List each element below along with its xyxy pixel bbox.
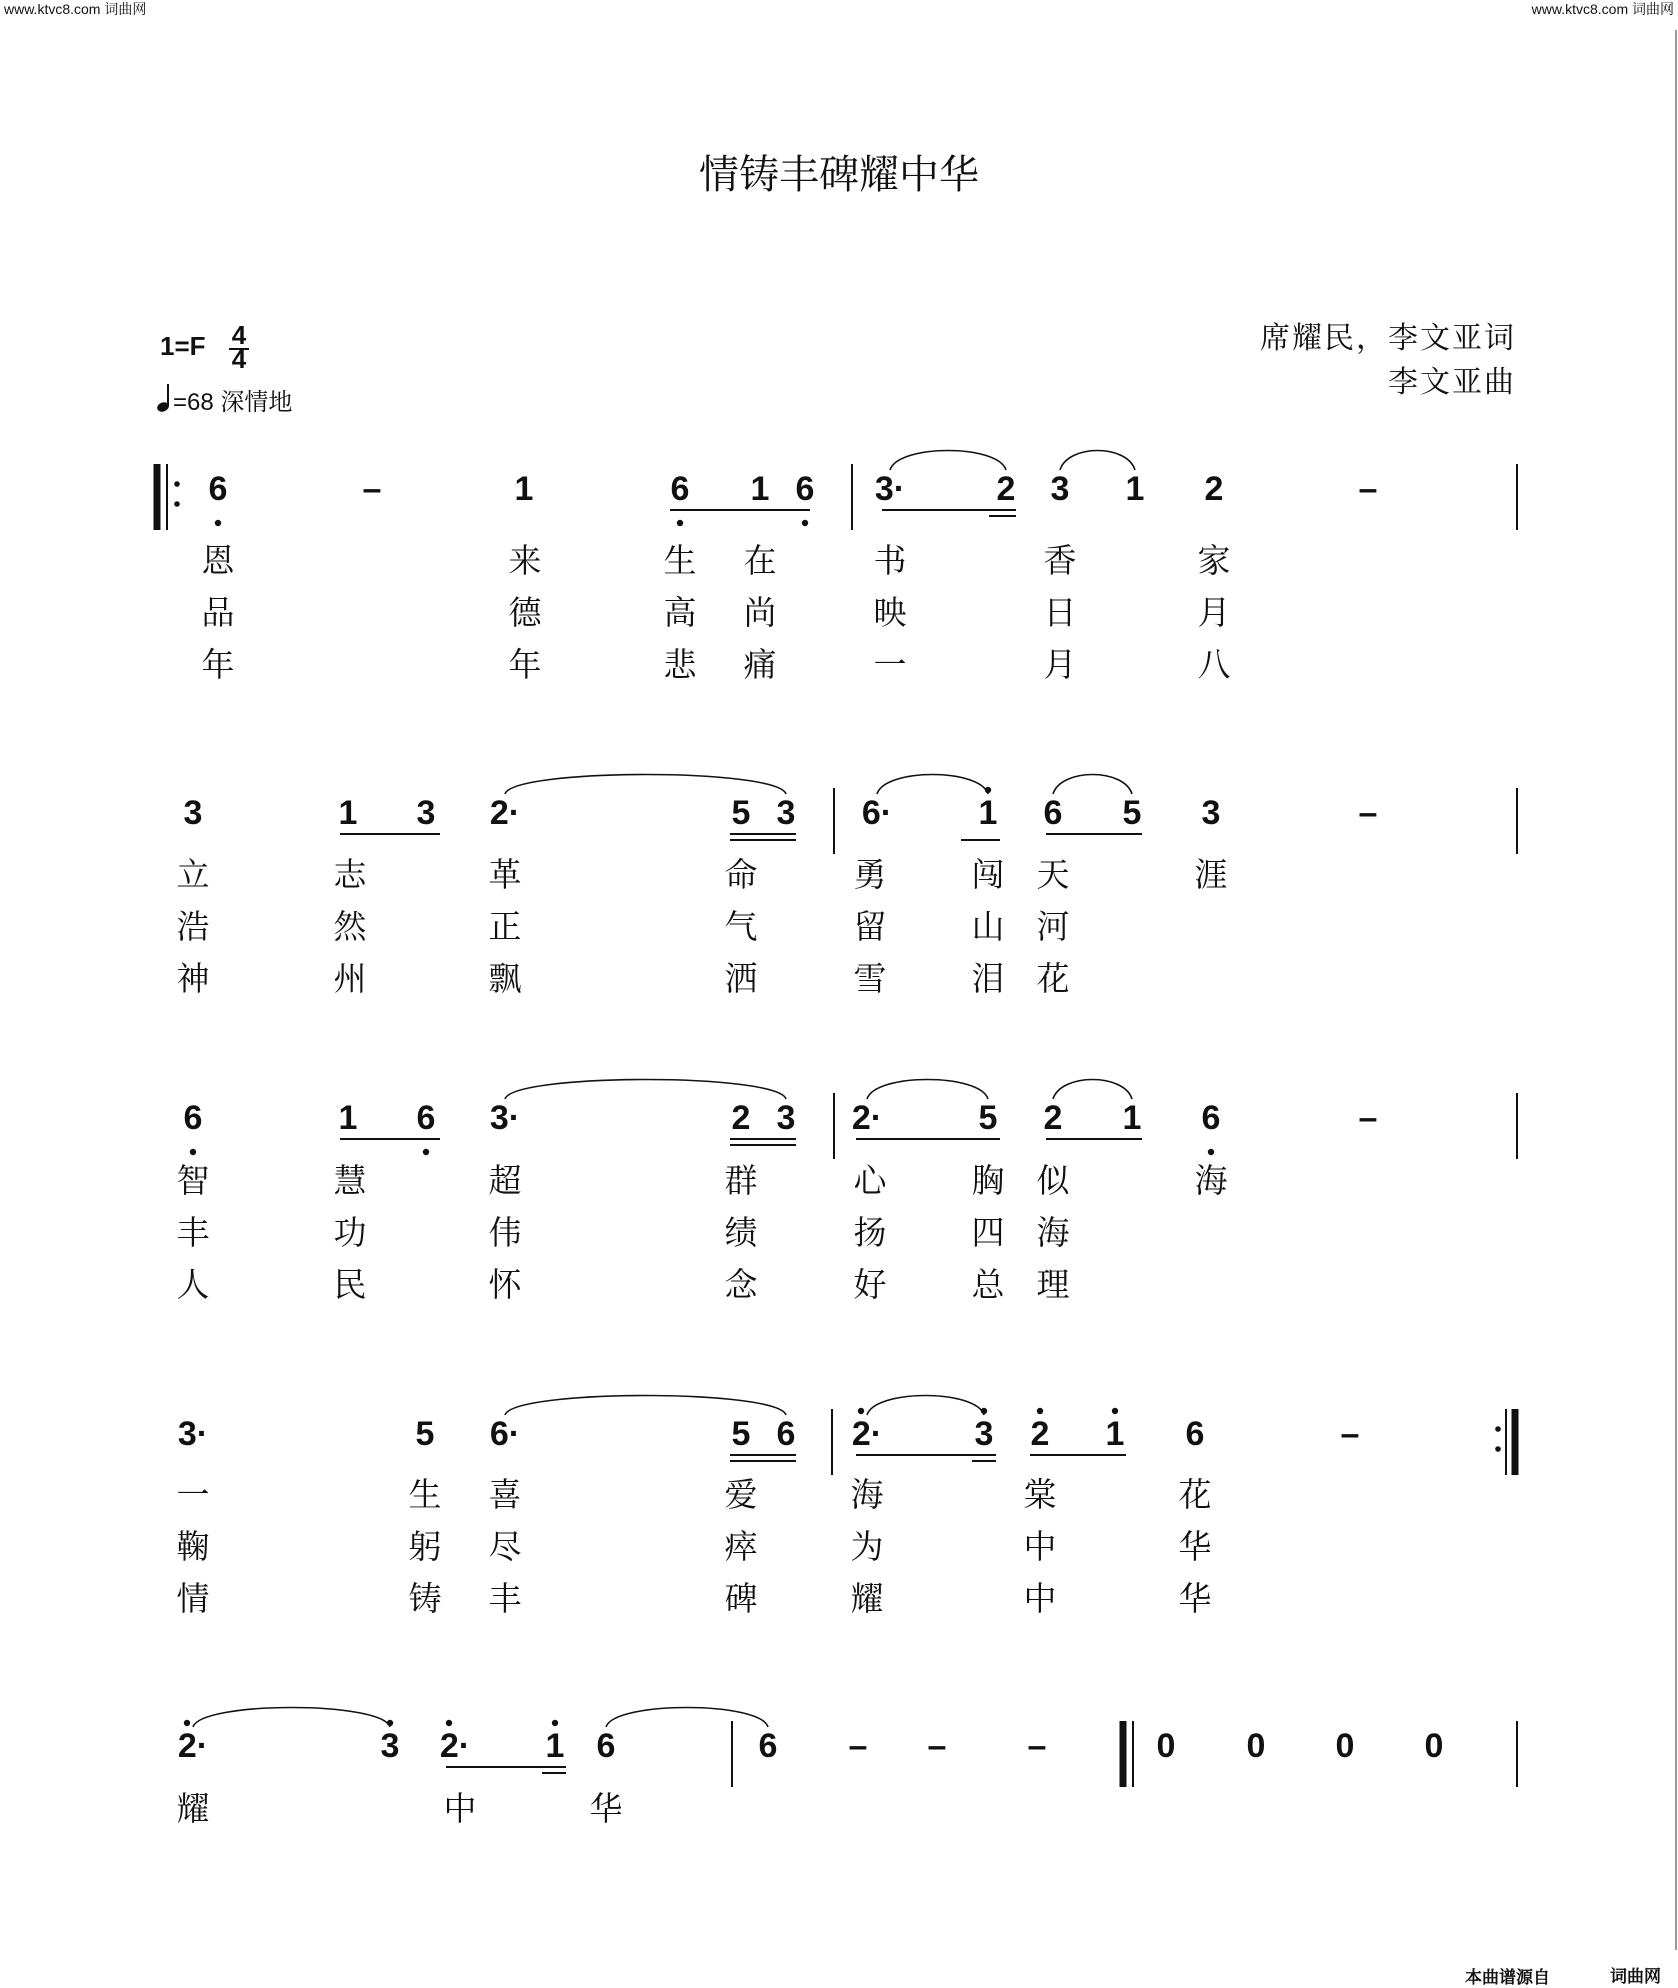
note: 2· bbox=[851, 1415, 883, 1453]
lyric-syllable: 智 bbox=[176, 1162, 210, 1199]
lyric-syllable: 躬 bbox=[408, 1528, 442, 1565]
note: 5 bbox=[978, 1099, 998, 1137]
lyric-syllable: 书 bbox=[873, 542, 907, 579]
lyric-syllable: 海 bbox=[850, 1476, 884, 1513]
lyric-syllable: 正 bbox=[488, 908, 522, 945]
repeat-dot bbox=[1495, 1426, 1501, 1432]
lyric-syllable: 念 bbox=[724, 1266, 758, 1303]
lyric-syllable: 家 bbox=[1197, 542, 1231, 579]
note: 1 bbox=[514, 470, 534, 508]
note: 0 bbox=[1424, 1727, 1444, 1765]
note: 1 bbox=[978, 794, 998, 832]
lyric-syllable: 理 bbox=[1036, 1266, 1070, 1303]
lyric-syllable: 四 bbox=[971, 1214, 1005, 1251]
note: – bbox=[1340, 1415, 1360, 1453]
lyric-syllable: 生 bbox=[408, 1476, 442, 1513]
note: 1 bbox=[750, 470, 770, 508]
key-signature: 1=F bbox=[160, 331, 206, 361]
lyric-syllable: 在 bbox=[743, 542, 777, 579]
lyricist-credit: 席耀民，李文亚词 bbox=[1260, 322, 1516, 355]
note: 0 bbox=[1156, 1727, 1176, 1765]
repeat-dot bbox=[1495, 1446, 1501, 1452]
lyric-syllable: 丰 bbox=[176, 1214, 210, 1251]
octave-dot-above bbox=[446, 1720, 452, 1726]
lyric-syllable: 八 bbox=[1197, 646, 1231, 683]
note: 1 bbox=[1125, 470, 1145, 508]
octave-dot-below bbox=[190, 1149, 196, 1155]
note: 3 bbox=[776, 794, 796, 832]
lyric-syllable: 慧 bbox=[333, 1162, 367, 1199]
octave-dot-below bbox=[215, 520, 221, 526]
slur bbox=[867, 1080, 988, 1100]
repeat-dot bbox=[174, 481, 180, 487]
score-row-4 bbox=[177, 1396, 1516, 1618]
lyric-syllable: 月 bbox=[1197, 594, 1231, 631]
octave-dot-above bbox=[552, 1720, 558, 1726]
lyric-syllable: 一 bbox=[176, 1476, 210, 1513]
octave-dot-above bbox=[858, 1408, 864, 1414]
lyric-syllable: 高 bbox=[663, 594, 697, 631]
score-row-3 bbox=[177, 1080, 1518, 1304]
lyric-syllable: 恩 bbox=[201, 542, 235, 579]
note: 2 bbox=[1030, 1415, 1050, 1453]
octave-dot-below bbox=[677, 520, 683, 526]
note: 1 bbox=[338, 794, 358, 832]
note: 5 bbox=[415, 1415, 435, 1453]
lyric-syllable: 立 bbox=[176, 856, 210, 893]
note: 1 bbox=[545, 1727, 565, 1765]
lyric-syllable: 华 bbox=[1178, 1580, 1212, 1617]
slur bbox=[1053, 1080, 1132, 1100]
lyric-syllable: 花 bbox=[1178, 1476, 1212, 1513]
lyric-syllable: 铸 bbox=[408, 1580, 442, 1617]
octave-dot-below bbox=[802, 520, 808, 526]
lyric-syllable: 中 bbox=[1023, 1528, 1057, 1565]
note: 6 bbox=[1201, 1099, 1221, 1137]
note: 6· bbox=[489, 1415, 521, 1453]
note: 6 bbox=[1043, 794, 1063, 832]
note: 6 bbox=[596, 1727, 616, 1765]
song-title: 情铸丰碑耀中华 bbox=[699, 153, 979, 197]
lyric-syllable: 河 bbox=[1036, 908, 1070, 945]
note: 5 bbox=[1122, 794, 1142, 832]
note: 5 bbox=[731, 1415, 751, 1453]
lyric-syllable: 心 bbox=[853, 1162, 887, 1199]
lyric-syllable: 一 bbox=[873, 646, 907, 683]
lyric-syllable: 丰 bbox=[488, 1580, 522, 1617]
lyric-syllable: 年 bbox=[508, 646, 542, 683]
lyric-syllable: 爱 bbox=[724, 1476, 758, 1513]
lyric-syllable: 闯 bbox=[971, 856, 1005, 893]
note: 3 bbox=[776, 1099, 796, 1137]
lyric-syllable: 鞠 bbox=[176, 1528, 210, 1565]
lyric-syllable: 怀 bbox=[488, 1266, 522, 1303]
header-right: www.ktvc8.com 词曲网 bbox=[1531, 1, 1674, 17]
note: 2· bbox=[851, 1099, 883, 1137]
score-row-2 bbox=[177, 775, 1518, 998]
lyric-syllable: 耀 bbox=[850, 1580, 884, 1617]
note: 5 bbox=[731, 794, 751, 832]
slur bbox=[1060, 451, 1135, 471]
slur bbox=[1053, 775, 1132, 795]
lyric-syllable: 涯 bbox=[1194, 856, 1228, 893]
lyric-syllable: 州 bbox=[333, 960, 367, 997]
note: 3 bbox=[1050, 470, 1070, 508]
slur bbox=[606, 1708, 768, 1728]
lyric-syllable: 中 bbox=[1023, 1580, 1057, 1617]
lyric-syllable: 瘁 bbox=[724, 1528, 758, 1565]
note: 2· bbox=[489, 794, 521, 832]
note: 2 bbox=[1204, 470, 1224, 508]
lyric-syllable: 雪 bbox=[853, 960, 887, 997]
note: 6 bbox=[208, 470, 228, 508]
lyric-syllable: 洒 bbox=[724, 960, 758, 997]
lyric-syllable: 好 bbox=[853, 1266, 887, 1303]
note: 6· bbox=[861, 794, 893, 832]
lyric-syllable: 情 bbox=[176, 1580, 210, 1617]
octave-dot-below bbox=[1208, 1149, 1214, 1155]
note: 1 bbox=[1105, 1415, 1125, 1453]
note: 3 bbox=[974, 1415, 994, 1453]
lyric-syllable: 绩 bbox=[724, 1214, 758, 1251]
slur bbox=[505, 775, 786, 795]
note: 3· bbox=[177, 1415, 209, 1453]
slur bbox=[193, 1708, 390, 1728]
lyric-syllable: 飘 bbox=[488, 960, 522, 997]
tempo-marking: =68 深情地 bbox=[173, 389, 293, 416]
lyric-syllable: 似 bbox=[1036, 1162, 1070, 1199]
octave-dot-above bbox=[1112, 1408, 1118, 1414]
lyric-syllable: 月 bbox=[1043, 646, 1077, 683]
note: – bbox=[1358, 1099, 1378, 1137]
slur bbox=[505, 1396, 786, 1416]
lyric-syllable: 泪 bbox=[971, 960, 1005, 997]
note: 3 bbox=[416, 794, 436, 832]
note: – bbox=[362, 470, 382, 508]
lyric-syllable: 志 bbox=[333, 856, 367, 893]
note: 2 bbox=[731, 1099, 751, 1137]
note: 2· bbox=[177, 1727, 209, 1765]
lyric-syllable: 生 bbox=[663, 542, 697, 579]
score-row-1 bbox=[157, 451, 1517, 684]
note: 0 bbox=[1335, 1727, 1355, 1765]
note: 0 bbox=[1246, 1727, 1266, 1765]
note: 3 bbox=[380, 1727, 400, 1765]
note: 6 bbox=[183, 1099, 203, 1137]
note: – bbox=[1027, 1727, 1047, 1765]
lyric-syllable: 超 bbox=[488, 1162, 522, 1199]
note: – bbox=[848, 1727, 868, 1765]
octave-dot-above bbox=[1037, 1408, 1043, 1414]
lyric-syllable: 然 bbox=[333, 908, 367, 945]
note: 6 bbox=[758, 1727, 778, 1765]
lyric-syllable: 气 bbox=[724, 908, 758, 945]
slur bbox=[890, 451, 1006, 471]
lyric-syllable: 天 bbox=[1036, 856, 1070, 893]
note: 6 bbox=[670, 470, 690, 508]
lyric-syllable: 棠 bbox=[1023, 1476, 1057, 1513]
time-sig-top: 4 bbox=[231, 320, 247, 350]
lyric-syllable: 革 bbox=[488, 856, 522, 893]
lyric-syllable: 民 bbox=[333, 1266, 367, 1303]
lyric-syllable: 神 bbox=[176, 960, 210, 997]
note: – bbox=[927, 1727, 947, 1765]
note: 1 bbox=[338, 1099, 358, 1137]
note: 3 bbox=[183, 794, 203, 832]
lyric-syllable: 香 bbox=[1043, 542, 1077, 579]
lyric-syllable: 喜 bbox=[488, 1476, 522, 1513]
lyric-syllable: 日 bbox=[1043, 594, 1077, 631]
lyric-syllable: 浩 bbox=[176, 908, 210, 945]
note: 6 bbox=[795, 470, 815, 508]
footer-source: 本曲谱源自 bbox=[1465, 1968, 1550, 1987]
time-sig-bottom: 4 bbox=[231, 344, 247, 374]
lyric-syllable: 山 bbox=[971, 908, 1005, 945]
lyric-syllable: 伟 bbox=[488, 1214, 522, 1251]
lyric-syllable: 品 bbox=[201, 594, 235, 631]
octave-dot-above bbox=[184, 1720, 190, 1726]
slur bbox=[505, 1080, 786, 1100]
lyric-syllable: 海 bbox=[1194, 1162, 1228, 1199]
composer-credit: 李文亚曲 bbox=[1388, 366, 1516, 399]
lyric-syllable: 命 bbox=[724, 856, 758, 893]
lyric-syllable: 中 bbox=[443, 1790, 477, 1827]
note: – bbox=[1358, 794, 1378, 832]
note: 6 bbox=[1185, 1415, 1205, 1453]
lyric-syllable: 年 bbox=[201, 646, 235, 683]
lyric-syllable: 海 bbox=[1036, 1214, 1070, 1251]
lyric-syllable: 德 bbox=[508, 594, 542, 631]
note: 2 bbox=[996, 470, 1016, 508]
lyric-syllable: 功 bbox=[333, 1214, 367, 1251]
lyric-syllable: 总 bbox=[971, 1266, 1005, 1303]
lyric-syllable: 碑 bbox=[724, 1580, 758, 1617]
repeat-dot bbox=[174, 501, 180, 507]
footer-logo: 词曲网 bbox=[1610, 1967, 1661, 1986]
lyric-syllable: 华 bbox=[589, 1790, 623, 1827]
header-left: www.ktvc8.com 词曲网 bbox=[4, 1, 147, 17]
note: 3 bbox=[1201, 794, 1221, 832]
slur bbox=[877, 775, 988, 795]
note: 2· bbox=[439, 1727, 471, 1765]
lyric-syllable: 胸 bbox=[971, 1162, 1005, 1199]
note: 6 bbox=[416, 1099, 436, 1137]
lyric-syllable: 来 bbox=[508, 542, 542, 579]
lyric-syllable: 群 bbox=[724, 1162, 758, 1199]
lyric-syllable: 悲 bbox=[663, 646, 697, 683]
lyric-syllable: 耀 bbox=[176, 1790, 210, 1827]
note: 3· bbox=[489, 1099, 521, 1137]
note: 6 bbox=[776, 1415, 796, 1453]
lyric-syllable: 华 bbox=[1178, 1528, 1212, 1565]
lyric-syllable: 花 bbox=[1036, 960, 1070, 997]
lyric-syllable: 勇 bbox=[853, 856, 887, 893]
lyric-syllable: 痛 bbox=[743, 646, 777, 683]
lyric-syllable: 映 bbox=[873, 594, 907, 631]
note: – bbox=[1358, 470, 1378, 508]
quarter-note-icon bbox=[156, 384, 170, 413]
slur bbox=[867, 1396, 984, 1416]
lyric-syllable: 扬 bbox=[853, 1214, 887, 1251]
octave-dot-below bbox=[423, 1149, 429, 1155]
lyric-syllable: 尚 bbox=[743, 594, 777, 631]
note: 1 bbox=[1122, 1099, 1142, 1137]
note: 2 bbox=[1043, 1099, 1063, 1137]
score bbox=[157, 451, 1517, 1828]
lyric-syllable: 人 bbox=[176, 1266, 210, 1303]
note: 3· bbox=[874, 470, 906, 508]
lyric-syllable: 为 bbox=[850, 1528, 884, 1565]
lyric-syllable: 尽 bbox=[488, 1528, 522, 1565]
score-row-5 bbox=[177, 1708, 1518, 1828]
lyric-syllable: 留 bbox=[853, 908, 887, 945]
